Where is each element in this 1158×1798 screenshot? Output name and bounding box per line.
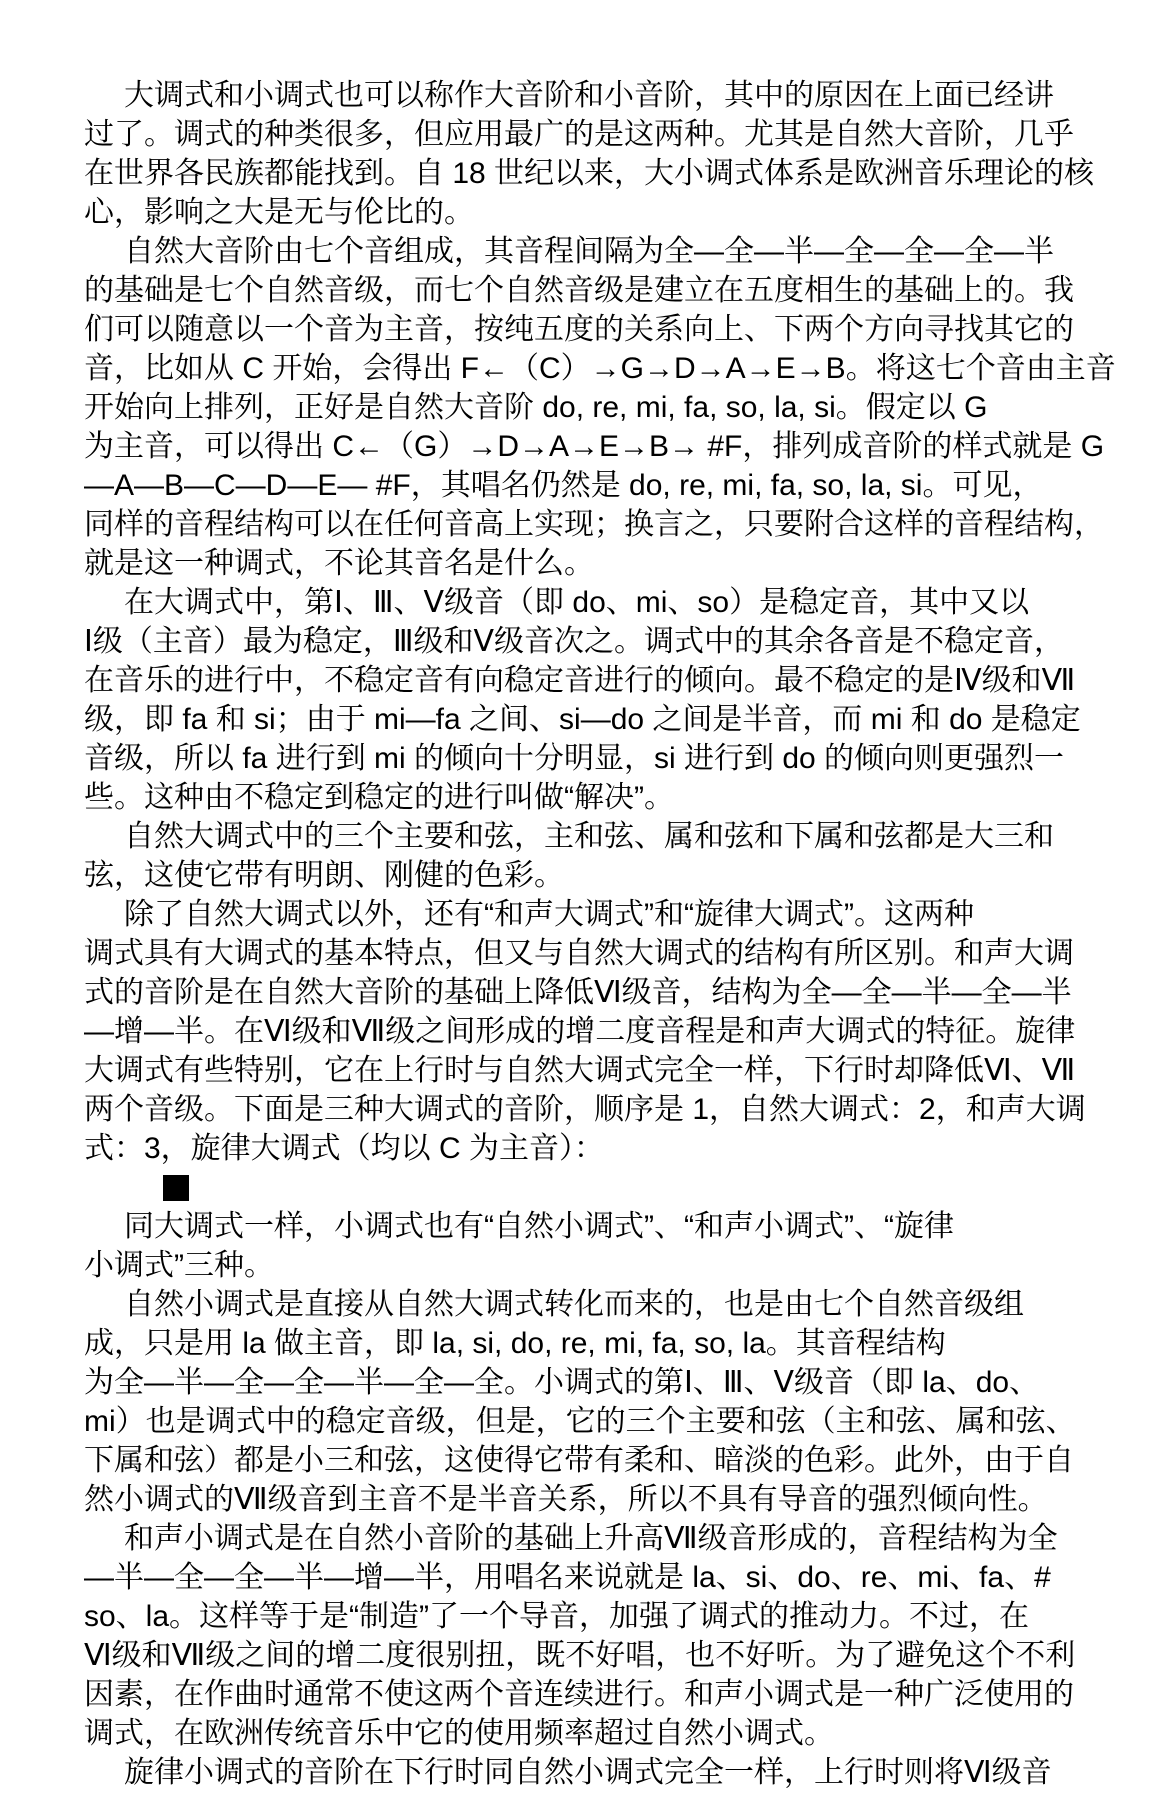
text-line: 开始向上排列，正好是自然大音阶 do, re, mi, fa, so, la, si。假定以 G [84, 391, 988, 424]
text-line: 旋律小调式的音阶在下行时同自然小调式完全一样，上行时则将Ⅵ级音 [124, 1756, 1052, 1789]
text-body [84, 76, 1116, 1792]
text-line: 成，只是用 la 做主音，即 la, si, do, re, mi, fa, so, la。其音程结构 [84, 1327, 946, 1360]
text-line: 过了。调式的种类很多，但应用最广的是这两种。尤其是自然大音阶，几乎 [84, 118, 1074, 151]
text-line: 在大调式中，第Ⅰ、Ⅲ、Ⅴ级音（即 do、mi、so）是稳定音，其中又以 [124, 586, 1030, 619]
text-line: 心，影响之大是无与伦比的。 [84, 196, 474, 229]
text-line: 除了自然大调式以外，还有“和声大调式”和“旋律大调式”。这两种 [124, 898, 974, 931]
text-line: 在音乐的进行中，不稳定音有向稳定音进行的倾向。最不稳定的是Ⅳ级和Ⅶ [84, 664, 1076, 697]
missing-image-placeholder-icon [163, 1175, 189, 1201]
text-line: 和声小调式是在自然小音阶的基础上升高Ⅶ级音形成的，音程结构为全 [124, 1522, 1058, 1555]
text-line: mi）也是调式中的稳定音级，但是，它的三个主要和弦（主和弦、属和弦、 [84, 1405, 1076, 1438]
text-line: 在世界各民族都能找到。自 18 世纪以来，大小调式体系是欧洲音乐理论的核 [84, 157, 1095, 190]
text-line: 式：3，旋律大调式（均以 C 为主音）： [84, 1132, 605, 1165]
text-line: 大调式有些特别，它在上行时与自然大调式完全一样，下行时却降低Ⅵ、Ⅶ [84, 1054, 1076, 1087]
text-line: —增—半。在Ⅵ级和Ⅶ级之间形成的增二度音程是和声大调式的特征。旋律 [84, 1015, 1076, 1048]
text-line: 为全—半—全—全—半—全—全。小调式的第Ⅰ、Ⅲ、Ⅴ级音（即 la、do、 [84, 1366, 1040, 1399]
text-line: 调式具有大调式的基本特点，但又与自然大调式的结构有所区别。和声大调 [84, 937, 1074, 970]
text-line: 调式，在欧洲传统音乐中它的使用频率超过自然小调式。 [84, 1717, 834, 1750]
image-placeholder-line [84, 1168, 1088, 1207]
text-line: —半—全—全—半—增—半，用唱名来说就是 la、si、do、re、mi、fa、# [84, 1561, 1051, 1594]
text-line: 下属和弦）都是小三和弦，这使得它带有柔和、暗淡的色彩。此外，由于自 [84, 1444, 1074, 1477]
text-line: 小调式”三种。 [84, 1249, 274, 1282]
text-line: 两个音级。下面是三种大调式的音阶，顺序是 1，自然大调式：2，和声大调 [84, 1093, 1086, 1126]
text-line: 为主音，可以得出 C←（G）→D→A→E→B→ #F，排列成音阶的样式就是 G [84, 430, 1105, 463]
text-line: 自然大调式中的三个主要和弦，主和弦、属和弦和下属和弦都是大三和 [124, 820, 1054, 853]
text-line: Ⅵ级和Ⅶ级之间的增二度很别扭，既不好唱，也不好听。为了避免这个不利 [84, 1639, 1076, 1672]
text-line: 式的音阶是在自然大音阶的基础上降低Ⅵ级音，结构为全—全—半—全—半 [84, 976, 1072, 1009]
text-line: 们可以随意以一个音为主音，按纯五度的关系向上、下两个方向寻找其它的 [84, 313, 1074, 346]
text-line: 弦，这使它带有明朗、刚健的色彩。 [84, 859, 564, 892]
text-line: 自然大音阶由七个音组成，其音程间隔为全—全—半—全—全—全—半 [124, 235, 1054, 268]
text-line: 的基础是七个自然音级，而七个自然音级是建立在五度相生的基础上的。我 [84, 274, 1074, 307]
text-line: 然小调式的Ⅶ级音到主音不是半音关系，所以不具有导音的强烈倾向性。 [84, 1483, 1048, 1516]
text-line: 就是这一种调式，不论其音名是什么。 [84, 547, 594, 580]
text-line: 同大调式一样，小调式也有“自然小调式”、“和声小调式”、“旋律 [124, 1210, 954, 1243]
text-line: 大调式和小调式也可以称作大音阶和小音阶，其中的原因在上面已经讲 [124, 79, 1054, 112]
text-line: 自然小调式是直接从自然大调式转化而来的，也是由七个自然音级组 [124, 1288, 1024, 1321]
text-line: 同样的音程结构可以在任何音高上实现；换言之，只要附合这样的音程结构， [84, 508, 1104, 541]
text-line: Ⅰ级（主音）最为稳定，Ⅲ级和Ⅴ级音次之。调式中的其余各音是不稳定音， [84, 625, 1065, 658]
text-line: —A—B—C—D—E— #F，其唱名仍然是 do, re, mi, fa, so, la, si。可见， [84, 469, 1043, 502]
text-line: 级，即 fa 和 si；由于 mi—fa 之间、si—do 之间是半音，而 mi 和 do 是稳定 [84, 703, 1081, 736]
text-line: 音级，所以 fa 进行到 mi 的倾向十分明显，si 进行到 do 的倾向则更强烈一 [84, 742, 1065, 775]
text-line: 因素，在作曲时通常不使这两个音连续进行。和声小调式是一种广泛使用的 [84, 1678, 1074, 1711]
text-line: 些。这种由不稳定到稳定的进行叫做“解决”。 [84, 781, 674, 814]
text-line: 音，比如从 C 开始，会得出 F←（C）→G→D→A→E→B。将这七个音由主音 [84, 352, 1116, 385]
text-line: so、la。这样等于是“制造”了一个导音，加强了调式的推动力。不过，在 [84, 1600, 1030, 1633]
